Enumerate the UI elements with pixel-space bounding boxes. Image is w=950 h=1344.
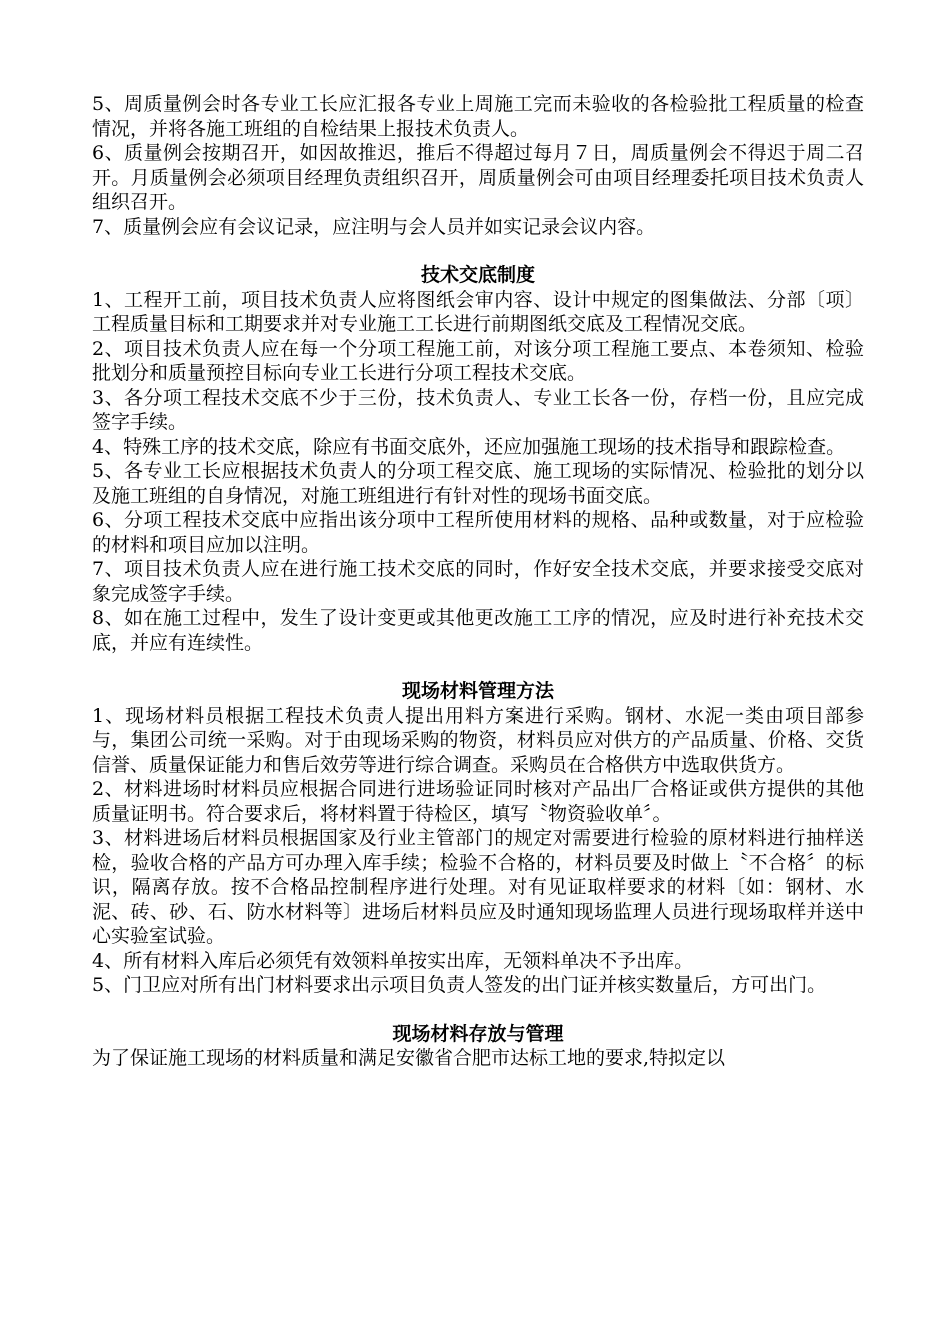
section-heading: 现场材料管理方法 [401,680,554,702]
paragraph: 5、周质量例会时各专业工长应汇报各专业上周施工完而未验收的各检验批工程质量的检查情况，并将各施工班组的自检结果上报技术负责人。 [92,93,864,140]
paragraph: 7、项目技术负责人应在进行施工技术交底的同时，作好安全技术交底，并要求接受交底对象完成签字手续。 [92,558,864,605]
paragraph: 1、现场材料员根据工程技术负责人提出用料方案进行采购。钢材、水泥一类由项目部参与，集团公司统一采购。对于由现场采购的物资，材料员应对供方的产品质量、价格、交货信誉、质量保证能力和售后效劳等进行综合调查。采购员在合格供方中选取供货方。 [92,704,864,776]
section-quality-meeting [92,92,864,239]
paragraph: 4、特殊工序的技术交底，除应有书面交底外，还应加强施工现场的技术指导和跟踪检查。 [92,435,846,458]
paragraph: 为了保证施工现场的材料质量和满足安徽省合肥市达标工地的要求,特拟定以 [92,1047,726,1069]
paragraph: 3、材料进场后材料员根据国家及行业主管部门的规定对需要进行检验的原材料进行抽样送检，验收合格的产品方可办理入库手续；检验不合格的，材料员要及时做上〝不合格〞的标识，隔离存放。按不合格品控制程序进行处理。对有见证取样要求的材料〔如：钢材、水泥、砖、砂、石、防水材料等〕进场后材料员应及时通知现场监理人员进行现场取样并送中心实验室试验。 [92,827,864,947]
paragraph: 6、分项工程技术交底中应指出该分项中工程所使用材料的规格、品种或数量，对于应检验的材料和项目应加以注明。 [92,509,864,556]
paragraph: 2、项目技术负责人应在每一个分项工程施工前，对该分项工程施工要点、本卷须知、检验批划分和质量预控目标向专业工长进行分项工程技术交底。 [92,337,864,384]
section-heading: 现场材料存放与管理 [392,1022,564,1045]
paragraph: 3、各分项工程技术交底不少于三份，技术负责人、专业工长各一份，存档一份，且应完成签字手续。 [92,386,864,433]
paragraph: 6、质量例会按期召开，如因故推迟，推后不得超过每月７日，周质量例会不得迟于周二召开。月质量例会必须项目经理负责组织召开，周质量例会可由项目经理委托项目技术负责人组织召开。 [92,142,864,213]
section-gap [92,998,864,1022]
section-material-management [92,679,864,998]
paragraph: 8、如在施工过程中，发生了设计变更或其他更改施工工序的情况，应及时进行补充技术交底，并应有连续性。 [92,607,864,654]
paragraph: 5、各专业工长应根据技术负责人的分项工程交底、施工现场的实际情况、检验批的划分以及施工班组的自身情况，对施工班组进行有针对性的现场书面交底。 [92,460,864,507]
section-material-storage [92,1022,864,1071]
section-gap [92,655,864,679]
document-page [92,92,864,1071]
paragraph: 1、工程开工前，项目技术负责人应将图纸会审内容、设计中规定的图集做法、分部〔项〕工程质量目标和工期要求并对专业施工工长进行前期图纸交底及工程情况交底。 [92,288,864,335]
section-heading: 技术交底制度 [420,264,535,286]
section-gap [92,239,864,263]
paragraph: 4、所有材料入库后必须凭有效领料单按实出库，无领料单决不予出库。 [92,949,694,972]
section-technical-disclosure [92,263,864,655]
paragraph: 5、门卫应对所有出门材料要求出示项目负责人签发的出门证并核实数量后，方可出门。 [92,974,827,996]
paragraph: 2、材料进场时材料员应根据合同进行进场验证同时核对产品出厂合格证或供方提供的其他质量证明书。符合要求后，将材料置于待检区，填写〝物资验收单〞。 [92,778,864,825]
paragraph: 7、质量例会应有会议记录，应注明与会人员并如实记录会议内容。 [92,215,656,238]
